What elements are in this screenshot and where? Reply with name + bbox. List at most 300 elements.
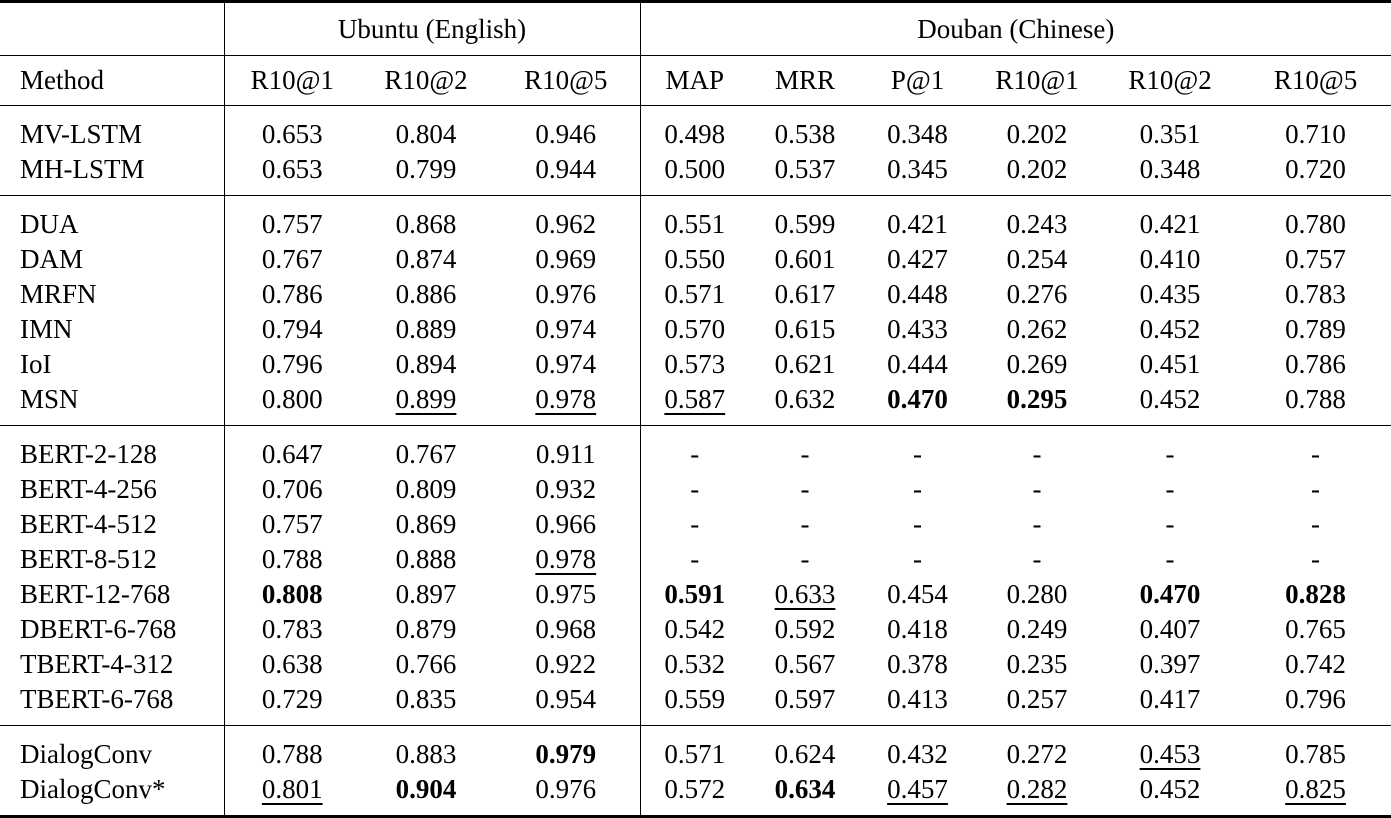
column-header-douban-map: MAP xyxy=(640,56,749,106)
value-text: 0.269 xyxy=(1006,349,1068,379)
table-row xyxy=(0,382,1391,426)
value-text: 0.280 xyxy=(1006,579,1068,609)
value-cell xyxy=(640,426,749,473)
value-text: 0.427 xyxy=(887,244,948,274)
method-cell: MV-LSTM xyxy=(20,119,143,149)
value-text: 0.979 xyxy=(535,739,597,769)
value-cell xyxy=(1100,242,1240,277)
value-cell xyxy=(1100,682,1240,726)
value-cell xyxy=(749,426,861,473)
value-cell xyxy=(640,312,749,347)
table-row xyxy=(0,726,1391,773)
value-text: 0.617 xyxy=(774,279,836,309)
value-text: 0.532 xyxy=(664,649,726,679)
value-cell xyxy=(360,472,492,507)
value-text: 0.348 xyxy=(1139,154,1201,184)
value-text: - xyxy=(1165,509,1175,539)
value-cell xyxy=(492,312,640,347)
value-cell xyxy=(1240,612,1391,647)
value-text: - xyxy=(1032,474,1042,504)
value-text: 0.249 xyxy=(1006,614,1068,644)
value-cell xyxy=(224,726,360,773)
value-cell xyxy=(861,726,974,773)
method-cell: MRFN xyxy=(20,279,97,309)
value-text: 0.432 xyxy=(887,739,948,769)
value-text: 0.202 xyxy=(1006,154,1068,184)
value-text: 0.632 xyxy=(774,384,836,414)
value-text: 0.976 xyxy=(535,279,597,309)
value-text: 0.946 xyxy=(535,119,597,149)
row-group xyxy=(0,106,1391,196)
value-text: 0.757 xyxy=(1285,244,1346,274)
value-text: - xyxy=(913,439,923,469)
value-cell xyxy=(640,726,749,773)
value-cell xyxy=(492,542,640,577)
value-text: 0.551 xyxy=(664,209,726,239)
value-text: 0.599 xyxy=(774,209,836,239)
value-text: 0.868 xyxy=(395,209,457,239)
value-cell xyxy=(640,152,749,196)
value-text: - xyxy=(1311,474,1321,504)
value-text: 0.796 xyxy=(261,349,323,379)
method-cell: DialogConv* xyxy=(20,774,166,804)
value-cell xyxy=(749,507,861,542)
value-cell xyxy=(492,682,640,726)
value-text: - xyxy=(800,544,810,574)
value-cell xyxy=(1240,347,1391,382)
value-text: 0.638 xyxy=(261,649,323,679)
value-text: 0.765 xyxy=(1285,614,1346,644)
value-cell xyxy=(1100,347,1240,382)
value-text: 0.894 xyxy=(395,349,457,379)
method-cell: DUA xyxy=(20,209,79,239)
value-text: 0.254 xyxy=(1006,244,1068,274)
value-cell xyxy=(1100,472,1240,507)
value-text: 0.788 xyxy=(261,544,323,574)
value-cell xyxy=(224,277,360,312)
value-cell xyxy=(1100,426,1240,473)
value-cell xyxy=(360,772,492,817)
value-cell xyxy=(1100,726,1240,773)
value-text: 0.451 xyxy=(1139,349,1201,379)
value-text: 0.591 xyxy=(664,579,726,609)
value-cell xyxy=(1100,577,1240,612)
value-text: 0.454 xyxy=(887,579,948,609)
value-text: - xyxy=(1165,544,1175,574)
value-cell xyxy=(1240,577,1391,612)
value-text: 0.407 xyxy=(1139,614,1201,644)
value-cell xyxy=(749,347,861,382)
value-text: 0.647 xyxy=(261,439,323,469)
value-text: 0.276 xyxy=(1006,279,1068,309)
value-text: 0.653 xyxy=(261,154,323,184)
value-cell xyxy=(1100,772,1240,817)
value-text: 0.587 xyxy=(664,384,726,414)
value-text: 0.785 xyxy=(1285,739,1346,769)
value-cell xyxy=(360,682,492,726)
value-text: - xyxy=(1032,509,1042,539)
value-cell xyxy=(360,542,492,577)
table-row xyxy=(0,682,1391,726)
method-cell: BERT-8-512 xyxy=(20,544,157,574)
value-text: 0.571 xyxy=(664,279,726,309)
value-cell xyxy=(640,347,749,382)
value-cell xyxy=(224,507,360,542)
value-cell xyxy=(1100,277,1240,312)
value-text: 0.788 xyxy=(1285,384,1346,414)
value-cell xyxy=(861,772,974,817)
value-text: 0.899 xyxy=(395,384,457,414)
value-text: 0.452 xyxy=(1139,314,1201,344)
value-cell xyxy=(974,196,1100,243)
value-cell xyxy=(974,152,1100,196)
value-cell xyxy=(974,726,1100,773)
value-text: - xyxy=(800,439,810,469)
method-cell: MSN xyxy=(20,384,79,414)
value-cell xyxy=(861,242,974,277)
value-text: 0.886 xyxy=(395,279,457,309)
value-text: 0.572 xyxy=(664,774,726,804)
value-text: 0.295 xyxy=(1006,384,1068,414)
method-cell: IMN xyxy=(20,314,73,344)
value-text: 0.879 xyxy=(395,614,457,644)
value-text: 0.624 xyxy=(774,739,836,769)
value-cell xyxy=(360,277,492,312)
value-text: - xyxy=(913,474,923,504)
value-text: - xyxy=(1311,439,1321,469)
value-text: 0.766 xyxy=(395,649,457,679)
value-text: - xyxy=(690,474,700,504)
value-cell xyxy=(640,382,749,426)
value-cell xyxy=(749,106,861,153)
value-cell xyxy=(492,472,640,507)
value-cell xyxy=(360,312,492,347)
value-cell xyxy=(640,106,749,153)
value-cell xyxy=(749,726,861,773)
value-cell xyxy=(1240,472,1391,507)
value-cell xyxy=(1100,612,1240,647)
value-cell xyxy=(360,612,492,647)
value-cell xyxy=(1240,106,1391,153)
value-text: 0.883 xyxy=(395,739,457,769)
value-cell xyxy=(360,426,492,473)
value-cell xyxy=(492,647,640,682)
value-cell xyxy=(640,612,749,647)
value-text: 0.498 xyxy=(664,119,726,149)
table-row xyxy=(0,312,1391,347)
value-text: 0.418 xyxy=(887,614,948,644)
value-text: 0.911 xyxy=(535,439,596,469)
value-cell xyxy=(1240,277,1391,312)
value-text: 0.944 xyxy=(535,154,597,184)
method-cell: TBERT-4-312 xyxy=(20,649,174,679)
value-cell xyxy=(974,772,1100,817)
value-text: 0.559 xyxy=(664,684,726,714)
column-header-douban-r10-at-5: R10@5 xyxy=(1240,56,1391,106)
value-cell xyxy=(224,682,360,726)
value-cell xyxy=(224,312,360,347)
value-text: - xyxy=(1165,439,1175,469)
value-text: 0.542 xyxy=(664,614,726,644)
value-cell xyxy=(640,242,749,277)
value-text: 0.621 xyxy=(774,349,836,379)
value-cell xyxy=(1240,542,1391,577)
value-text: 0.757 xyxy=(261,509,323,539)
value-cell xyxy=(974,507,1100,542)
value-cell xyxy=(224,472,360,507)
value-cell xyxy=(861,312,974,347)
value-cell xyxy=(492,152,640,196)
value-text: 0.804 xyxy=(395,119,457,149)
value-cell xyxy=(861,426,974,473)
value-text: 0.570 xyxy=(664,314,726,344)
column-header-ubuntu-r10-at-5: R10@5 xyxy=(492,56,640,106)
value-cell xyxy=(224,542,360,577)
table-row xyxy=(0,152,1391,196)
value-text: - xyxy=(800,474,810,504)
value-cell xyxy=(1240,772,1391,817)
value-cell xyxy=(861,472,974,507)
table-row xyxy=(0,242,1391,277)
value-cell xyxy=(974,472,1100,507)
value-text: - xyxy=(690,509,700,539)
method-cell: BERT-4-512 xyxy=(20,509,157,539)
value-text: 0.767 xyxy=(395,439,457,469)
value-text: 0.706 xyxy=(261,474,323,504)
value-text: 0.397 xyxy=(1139,649,1201,679)
value-cell xyxy=(1100,542,1240,577)
value-text: 0.235 xyxy=(1006,649,1068,679)
value-cell xyxy=(640,772,749,817)
value-cell xyxy=(1100,507,1240,542)
value-text: 0.538 xyxy=(774,119,836,149)
value-text: 0.571 xyxy=(664,739,726,769)
column-header-douban-p-at-1: P@1 xyxy=(861,56,974,106)
value-cell xyxy=(1100,312,1240,347)
value-text: 0.932 xyxy=(535,474,597,504)
value-cell xyxy=(1240,242,1391,277)
value-text: 0.786 xyxy=(261,279,323,309)
value-text: 0.421 xyxy=(1139,209,1201,239)
value-cell xyxy=(974,426,1100,473)
value-cell xyxy=(749,382,861,426)
value-text: 0.634 xyxy=(774,774,836,804)
value-text: - xyxy=(800,509,810,539)
table-header xyxy=(0,2,1391,106)
method-cell: TBERT-6-768 xyxy=(20,684,174,714)
header-group-row xyxy=(0,2,1391,56)
value-text: 0.573 xyxy=(664,349,726,379)
value-cell xyxy=(360,382,492,426)
value-text: 0.457 xyxy=(887,774,948,804)
method-cell: BERT-4-256 xyxy=(20,474,157,504)
value-cell xyxy=(974,312,1100,347)
table-row xyxy=(0,277,1391,312)
column-header-ubuntu-r10-at-1: R10@1 xyxy=(224,56,360,106)
row-group xyxy=(0,196,1391,426)
value-cell xyxy=(492,426,640,473)
value-text: 0.413 xyxy=(887,684,948,714)
column-header-douban-mrr: MRR xyxy=(749,56,861,106)
value-cell xyxy=(1240,196,1391,243)
value-text: 0.962 xyxy=(535,209,597,239)
value-cell xyxy=(861,196,974,243)
value-text: 0.470 xyxy=(1139,579,1201,609)
value-text: 0.653 xyxy=(261,119,323,149)
value-cell xyxy=(360,647,492,682)
value-cell xyxy=(974,612,1100,647)
table-row xyxy=(0,542,1391,577)
table-row xyxy=(0,577,1391,612)
value-text: 0.975 xyxy=(535,579,597,609)
value-cell xyxy=(492,196,640,243)
value-text: 0.904 xyxy=(395,774,457,804)
value-cell xyxy=(640,507,749,542)
value-text: 0.897 xyxy=(395,579,457,609)
value-text: 0.801 xyxy=(261,774,323,804)
value-text: - xyxy=(690,439,700,469)
value-cell xyxy=(492,277,640,312)
value-text: 0.978 xyxy=(535,384,597,414)
value-cell xyxy=(360,577,492,612)
method-cell: DialogConv xyxy=(20,739,152,769)
value-cell xyxy=(492,242,640,277)
value-text: 0.202 xyxy=(1006,119,1068,149)
value-text: 0.601 xyxy=(774,244,836,274)
value-text: 0.808 xyxy=(261,579,323,609)
value-cell xyxy=(861,507,974,542)
table-row xyxy=(0,347,1391,382)
value-cell xyxy=(974,577,1100,612)
value-text: 0.889 xyxy=(395,314,457,344)
value-cell xyxy=(360,347,492,382)
value-text: 0.780 xyxy=(1285,209,1346,239)
table-row xyxy=(0,106,1391,153)
value-text: - xyxy=(1032,544,1042,574)
value-text: 0.922 xyxy=(535,649,597,679)
value-cell xyxy=(974,277,1100,312)
value-text: 0.243 xyxy=(1006,209,1068,239)
value-cell xyxy=(749,577,861,612)
value-text: 0.448 xyxy=(887,279,948,309)
value-cell xyxy=(492,382,640,426)
value-text: 0.378 xyxy=(887,649,948,679)
value-cell xyxy=(749,152,861,196)
value-cell xyxy=(1100,196,1240,243)
value-text: 0.954 xyxy=(535,684,597,714)
value-text: 0.969 xyxy=(535,244,597,274)
method-cell: MH-LSTM xyxy=(20,154,145,184)
method-cell: DBERT-6-768 xyxy=(20,614,177,644)
value-text: 0.262 xyxy=(1006,314,1068,344)
value-cell xyxy=(974,682,1100,726)
value-cell xyxy=(360,106,492,153)
value-cell xyxy=(640,577,749,612)
value-cell xyxy=(861,152,974,196)
value-cell xyxy=(492,726,640,773)
value-text: - xyxy=(913,509,923,539)
value-text: - xyxy=(1311,509,1321,539)
value-text: 0.453 xyxy=(1139,739,1201,769)
value-text: 0.974 xyxy=(535,314,597,344)
value-text: 0.567 xyxy=(774,649,836,679)
row-group xyxy=(0,426,1391,726)
value-text: 0.742 xyxy=(1285,649,1346,679)
table-row xyxy=(0,426,1391,473)
column-header-ubuntu-r10-at-2: R10@2 xyxy=(360,56,492,106)
value-text: 0.410 xyxy=(1139,244,1201,274)
table-row xyxy=(0,612,1391,647)
value-cell xyxy=(861,542,974,577)
value-text: 0.417 xyxy=(1139,684,1201,714)
value-cell xyxy=(974,647,1100,682)
value-cell xyxy=(1240,312,1391,347)
value-cell xyxy=(492,612,640,647)
method-cell: BERT-2-128 xyxy=(20,439,157,469)
value-text: - xyxy=(1311,544,1321,574)
value-cell xyxy=(749,682,861,726)
value-text: - xyxy=(1165,474,1175,504)
row-group xyxy=(0,726,1391,817)
value-text: 0.592 xyxy=(774,614,836,644)
value-cell xyxy=(861,577,974,612)
value-text: 0.786 xyxy=(1285,349,1346,379)
value-cell xyxy=(360,242,492,277)
value-text: 0.799 xyxy=(395,154,457,184)
value-cell xyxy=(360,196,492,243)
value-text: 0.633 xyxy=(774,579,836,609)
value-text: - xyxy=(913,544,923,574)
value-cell xyxy=(1240,726,1391,773)
value-cell xyxy=(1100,152,1240,196)
method-cell: DAM xyxy=(20,244,84,274)
value-cell xyxy=(492,577,640,612)
header-group-ubuntu: Ubuntu (English) xyxy=(224,2,640,56)
value-cell xyxy=(749,312,861,347)
value-text: 0.978 xyxy=(535,544,597,574)
value-cell xyxy=(861,682,974,726)
value-text: 0.974 xyxy=(535,349,597,379)
header-column-row xyxy=(0,56,1391,106)
value-text: 0.421 xyxy=(887,209,948,239)
value-text: 0.794 xyxy=(261,314,323,344)
column-header-method: Method xyxy=(0,56,224,106)
value-text: 0.869 xyxy=(395,509,457,539)
value-text: 0.537 xyxy=(774,154,836,184)
value-cell xyxy=(1100,382,1240,426)
value-text: 0.550 xyxy=(664,244,726,274)
value-text: 0.710 xyxy=(1285,119,1346,149)
value-cell xyxy=(1240,152,1391,196)
value-cell xyxy=(360,726,492,773)
value-text: 0.966 xyxy=(535,509,597,539)
value-text: 0.767 xyxy=(261,244,323,274)
value-cell xyxy=(640,682,749,726)
value-cell xyxy=(749,542,861,577)
method-cell: BERT-12-768 xyxy=(20,579,171,609)
value-cell xyxy=(640,647,749,682)
value-cell xyxy=(974,347,1100,382)
value-text: 0.444 xyxy=(887,349,948,379)
value-text: 0.757 xyxy=(261,209,323,239)
value-cell xyxy=(224,426,360,473)
value-text: 0.720 xyxy=(1285,154,1346,184)
value-text: 0.874 xyxy=(395,244,457,274)
column-header-douban-r10-at-1: R10@1 xyxy=(974,56,1100,106)
value-text: 0.968 xyxy=(535,614,597,644)
value-cell xyxy=(492,507,640,542)
value-text: 0.800 xyxy=(261,384,323,414)
